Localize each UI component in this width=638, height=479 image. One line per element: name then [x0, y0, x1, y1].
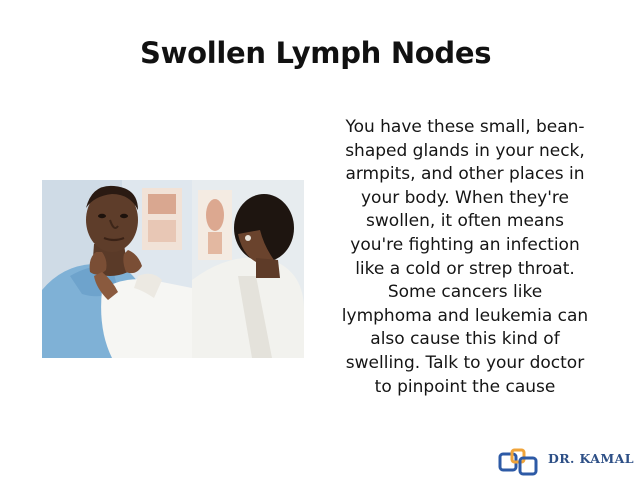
- body-line: also cause this kind of: [370, 329, 560, 350]
- logo-name: DR. KAMAL: [548, 451, 634, 466]
- body-line: swelling. Talk to your doctor: [345, 352, 585, 373]
- body-line: lymphoma and leukemia can: [341, 305, 589, 326]
- body-line: Some cancers like: [387, 282, 543, 303]
- dr-kamal-logo: [498, 448, 634, 476]
- body-line: like a cold or strep throat.: [355, 258, 575, 279]
- body-line: armpits, and other places in: [345, 164, 585, 185]
- body-line: shaped glands in your neck,: [345, 140, 585, 161]
- slide-body-text: [322, 116, 608, 399]
- dr-kamal-logo-icon: [498, 448, 542, 476]
- body-line: to pinpoint the cause: [374, 376, 556, 397]
- body-line: your body. When they're: [361, 187, 569, 208]
- doctor-examining-neck-photo: [42, 180, 304, 358]
- body-line: swollen, it often means: [366, 211, 564, 232]
- slide-title: Swollen Lymph Nodes: [140, 36, 492, 70]
- body-line: You have these small, bean-: [345, 117, 585, 137]
- body-line: you're fighting an infection: [350, 234, 580, 255]
